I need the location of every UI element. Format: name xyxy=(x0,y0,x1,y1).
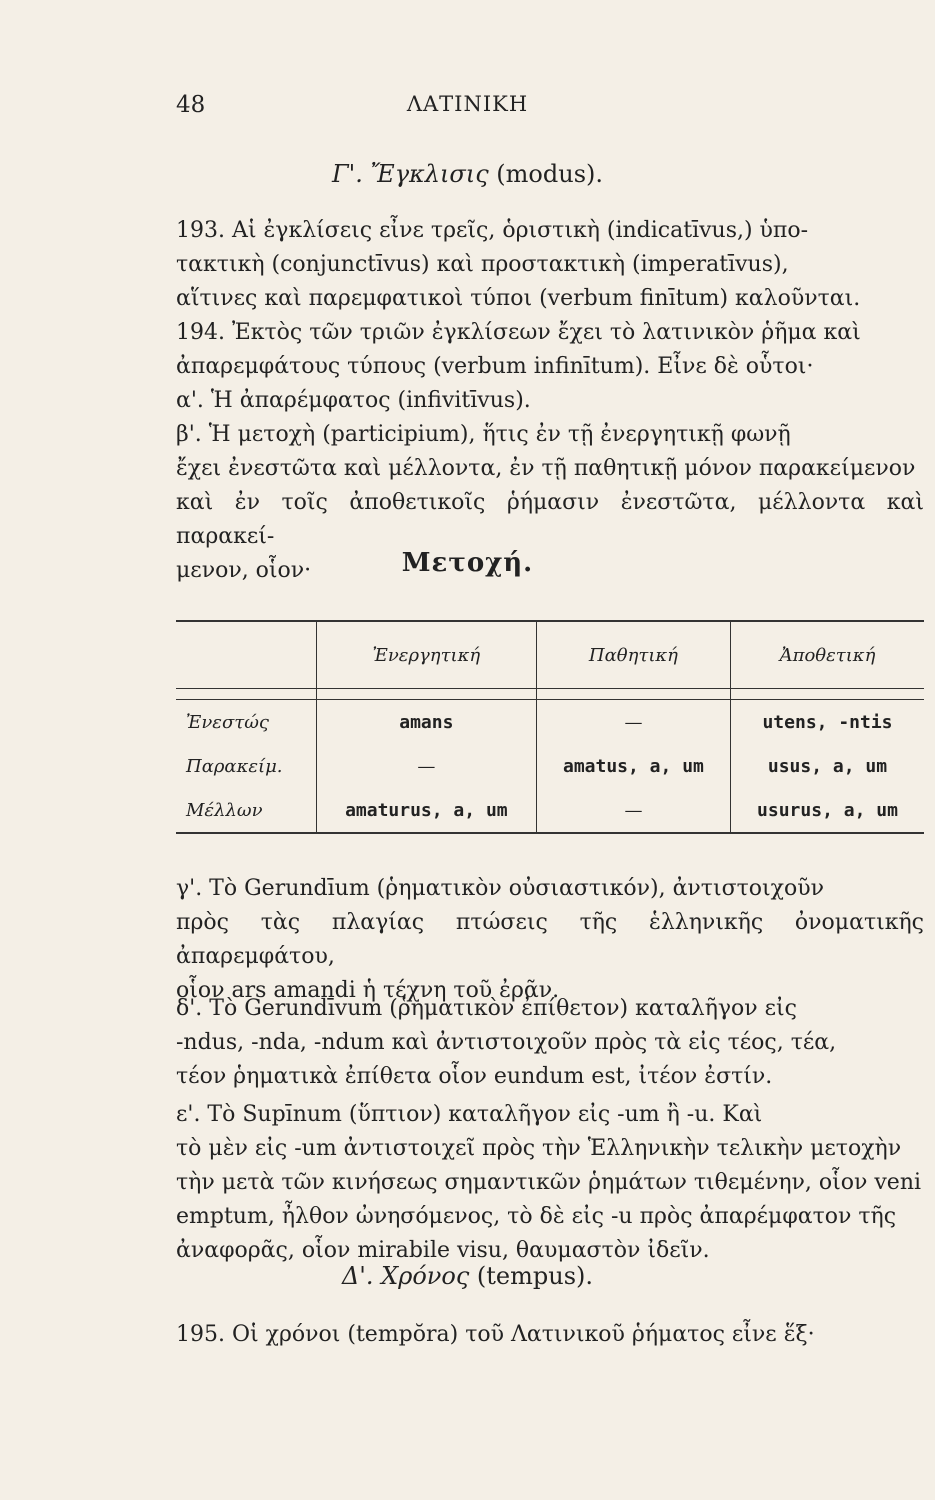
section-title-greek: Ἔγκλισις xyxy=(370,160,489,188)
text-line: 195. Οἱ χρόνοι (tempŏra) τοῦ Λατινικοῦ ῥήματος εἶνε ἕξ· xyxy=(176,1322,815,1347)
running-title: ΛΑΤΙΝΙΚΗ xyxy=(406,92,529,116)
table-spacer xyxy=(730,689,924,700)
text-line: δ'. Τὸ Gerundīvum (ῥηματικὸν ἐπίθετον) καταλῆγον εἰς xyxy=(176,996,797,1021)
text-line: -ndus, -nda, -ndum καὶ ἀντιστοιχοῦν πρὸς τὰ εἰς τέος, τέα, xyxy=(176,1030,837,1055)
table-cell: — xyxy=(316,744,536,788)
table-spacer xyxy=(176,689,316,700)
section-title-greek: Χρόνος xyxy=(381,1262,470,1290)
text-line: ἀπαρεμφάτους τύπους (verbum infinītum). Εἶνε δὲ οὗτοι· xyxy=(176,354,814,379)
text-line: πρὸς τὰς πλαγίας πτώσεις τῆς ἑλληνικῆς ὀνοματικῆς ἀπαρεμφάτου, xyxy=(176,910,924,969)
paragraph-195 xyxy=(176,1318,924,1352)
section-title-latin: (tempus). xyxy=(476,1262,594,1290)
paragraph-gerundivum xyxy=(176,992,924,1094)
text-line: οἷον ars amandi ἡ τέχνη τοῦ ἐρᾶν. xyxy=(176,978,560,1003)
table-cell: amatus, a, um xyxy=(536,744,730,788)
text-line: 194. Ἐκτὸς τῶν τριῶν ἐγκλίσεων ἔχει τὸ λατινικὸν ῥῆμα καὶ xyxy=(176,320,861,345)
participle-table xyxy=(176,620,924,834)
text-line: τέον ῥηματικὰ ἐπίθετα οἷον eundum est, ἰτέον ἐστίν. xyxy=(176,1064,773,1089)
table-row xyxy=(176,700,924,745)
text-line: 193. Αἱ ἐγκλίσεις εἶνε τρεῖς, ὁριστικὴ (indicatīvus,) ὑπο- xyxy=(176,218,809,243)
paragraph-gerundium xyxy=(176,872,924,1008)
running-head xyxy=(176,92,759,124)
table-cell: amans xyxy=(316,700,536,745)
text-line: αἵτινες καὶ παρεμφατικοὶ τύποι (verbum finītum) καλοῦνται. xyxy=(176,286,861,311)
section-title-latin: (modus). xyxy=(496,160,603,188)
paragraph-supinum xyxy=(176,1098,924,1268)
section-number: Γ'. xyxy=(331,160,363,188)
text-line: τὴν μετὰ τῶν κινήσεως σημαντικῶν ῥημάτων τιθεμένην, οἷον veni xyxy=(176,1170,922,1195)
table-cell: usurus, a, um xyxy=(730,788,924,833)
table-cell: usus, a, um xyxy=(730,744,924,788)
section-heading-tempus xyxy=(176,1262,759,1290)
table-cell: — xyxy=(536,700,730,745)
table-cell: — xyxy=(536,788,730,833)
column-header: Παθητική xyxy=(536,621,730,689)
table-spacer xyxy=(536,689,730,700)
text-line: ἀναφορᾶς, οἷον mirabile visu, θαυμαστὸν ἰδεῖν. xyxy=(176,1238,710,1263)
text-line: γ'. Τὸ Gerundīum (ῥηματικὸν οὐσιαστικόν), ἀντιστοιχοῦν xyxy=(176,876,824,901)
table-title: Μετοχή. xyxy=(401,548,534,578)
section-number: Δ'. xyxy=(341,1262,374,1290)
row-label: Μέλλων xyxy=(176,788,316,833)
table-row xyxy=(176,788,924,833)
text-line: ε'. Τὸ Supīnum (ὕπτιον) καταλῆγον εἰς -um ἢ -u. Καὶ xyxy=(176,1102,763,1127)
table-cell: amaturus, a, um xyxy=(316,788,536,833)
column-header: Ἀποθετική xyxy=(730,621,924,689)
text-line: β'. Ἡ μετοχὴ (participium), ἥτις ἐν τῇ ἐνεργητικῇ φωνῇ xyxy=(176,422,791,447)
text-line: καὶ ἐν τοῖς ἀποθετικοῖς ῥήμασιν ἐνεστῶτα, μέλλοντα καὶ παρακεί- xyxy=(176,490,924,549)
text-line: α'. Ἡ ἀπαρέμφατος (infivitīvus). xyxy=(176,388,531,413)
text-line: emptum, ἦλθον ὠνησόμενος, τὸ δὲ εἰς -u πρὸς ἀπαρέμφατον τῆς xyxy=(176,1204,897,1229)
table-spacer xyxy=(316,689,536,700)
page-number: 48 xyxy=(176,92,206,118)
text-line: ἔχει ἐνεστῶτα καὶ μέλλοντα, ἐν τῇ παθητικῇ μόνον παρακείμενον xyxy=(176,456,916,481)
column-header: Ἐνεργητική xyxy=(316,621,536,689)
section-heading-modus xyxy=(176,160,759,188)
paragraph-193 xyxy=(176,214,924,316)
table-row xyxy=(176,744,924,788)
text-line: τὸ μὲν εἰς -um ἀντιστοιχεῖ πρὸς τὴν Ἑλληνικὴν τελικὴν μετοχὴν xyxy=(176,1136,902,1161)
table-cell: utens, -ntis xyxy=(730,700,924,745)
table-corner xyxy=(176,621,316,689)
row-label: Παρακείμ. xyxy=(186,755,283,777)
text-line: μενον, οἷον· xyxy=(176,558,312,583)
text-line: τακτικὴ (conjunctīvus) καὶ προστακτικὴ (imperatīvus), xyxy=(176,252,789,277)
row-label: Ἐνεστώς xyxy=(186,711,269,733)
